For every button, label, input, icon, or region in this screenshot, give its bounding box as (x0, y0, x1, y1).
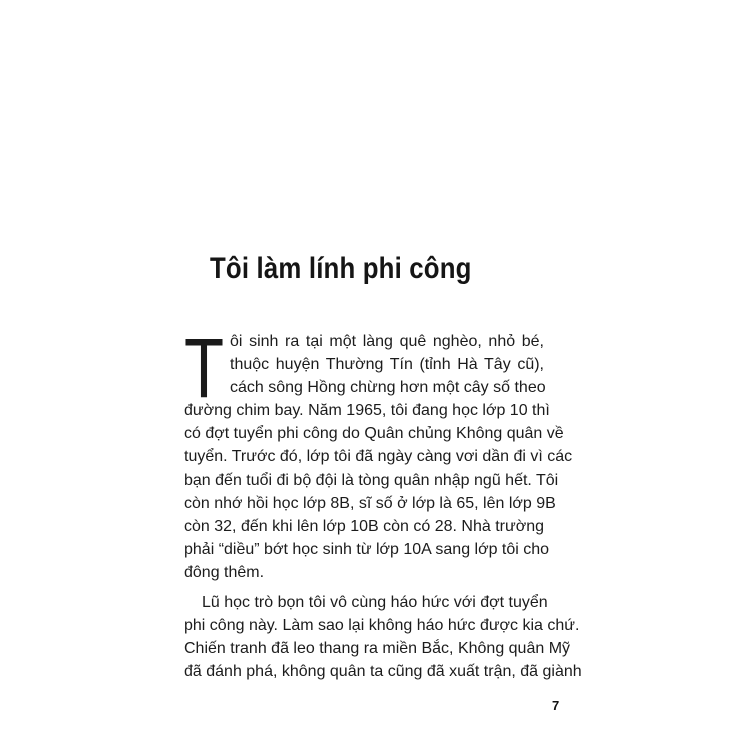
text-line: phi công này. Làm sao lại không háo hức được kia chứ. (184, 617, 580, 635)
text-line: đã đánh phá, không quân ta cũng đã xuất trận, đã giành (184, 663, 582, 681)
text-line: thuộc huyện Thường Tín (tỉnh Hà Tây cũ), (230, 356, 544, 374)
paragraph-spacer (184, 584, 544, 591)
text-line: cách sông Hồng chừng hơn một cây số theo (230, 379, 546, 397)
text-line: Lũ học trò bọn tôi vô cùng háo hức với đợt tuyển (202, 594, 548, 612)
text-line: đông thêm. (184, 563, 265, 581)
text-line: đường chim bay. Năm 1965, tôi đang học lớp 10 thì (184, 402, 550, 420)
text-line: còn 32, đến khi lên lớp 10B còn có 28. Nhà trường (184, 517, 544, 535)
chapter-title: Tôi làm lính phi công (210, 252, 472, 285)
text-line: Chiến tranh đã leo thang ra miền Bắc, Không quân Mỹ (184, 640, 571, 658)
text-line: còn nhớ hồi học lớp 8B, sĩ số ở lớp là 65, lên lớp 9B (184, 494, 556, 512)
text-line: bạn đến tuổi đi bộ đội là tòng quân nhập ngũ hết. Tôi (184, 471, 559, 489)
text-line: ôi sinh ra tại một làng quê nghèo, nhỏ bé, (230, 333, 544, 350)
body-text (184, 330, 582, 683)
paragraph-2 (184, 591, 582, 683)
drop-cap-letter: T (184, 321, 225, 415)
text-line: phải “diều” bớt học sinh từ lớp 10A sang lớp tôi cho (184, 540, 550, 558)
paragraph-1 (184, 330, 573, 584)
text-line: có đợt tuyển phi công do Quân chủng Không quân về (184, 425, 564, 443)
page-number: 7 (552, 698, 560, 713)
text-line: tuyển. Trước đó, lớp tôi đã ngày càng vơi dần đi vì các (184, 448, 573, 466)
